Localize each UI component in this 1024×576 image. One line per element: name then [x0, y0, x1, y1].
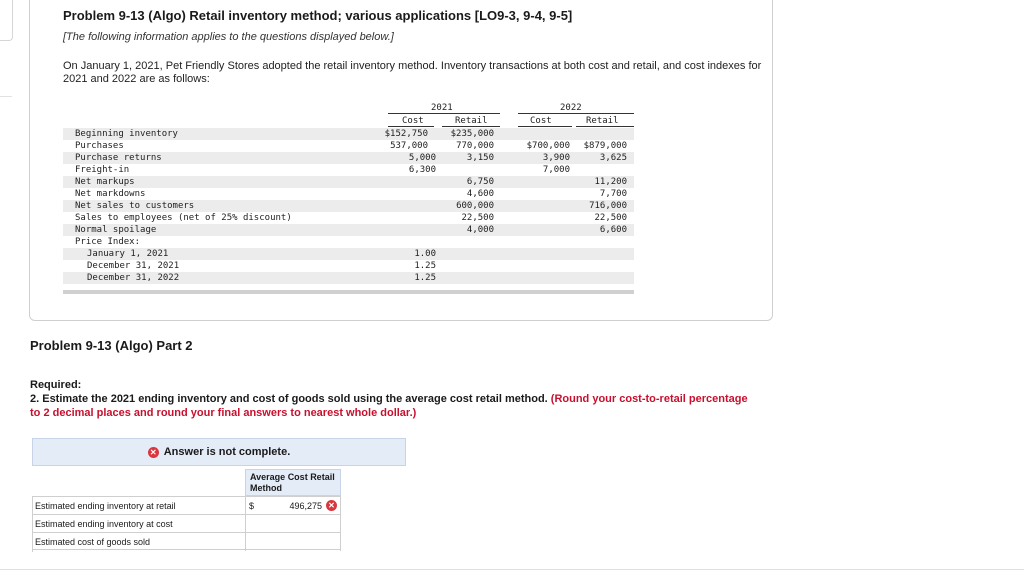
answer-status-text: Answer is not complete.: [163, 446, 291, 458]
row-label: Net markdowns: [75, 189, 146, 199]
row-stripe: [63, 176, 634, 188]
retail-2021-value: $235,000: [450, 129, 494, 139]
retail-2021-value: 4,000: [466, 225, 494, 235]
retail-2021-value: 4,600: [466, 189, 494, 199]
header-rule: [388, 126, 434, 127]
row-label: December 31, 2021: [87, 261, 180, 271]
row-label: Estimated ending inventory at retail: [35, 501, 176, 511]
price-index-value: 1.25: [414, 261, 436, 271]
cost-2022-value: $700,000: [526, 141, 570, 151]
row-label: January 1, 2021: [87, 249, 169, 259]
header-rule: [518, 113, 634, 114]
cost-2022-value: 3,900: [542, 153, 570, 163]
problem-title: Problem 9-13 (Algo) Retail inventory method; various applications [LO9-3, 9-4, 9-5]: [63, 8, 573, 23]
error-icon: ✕: [148, 447, 159, 458]
row-label: Estimated ending inventory at cost: [35, 519, 173, 529]
year-2022-header: 2022: [560, 103, 582, 113]
row-label: Price Index:: [75, 237, 141, 247]
row-label: Freight-in: [75, 165, 130, 175]
retail-2022-value: 6,600: [599, 225, 627, 235]
row-label: Purchase returns: [75, 153, 162, 163]
required-section: [30, 378, 750, 420]
retail-2022-value: 7,700: [599, 189, 627, 199]
header-rule: [442, 126, 500, 127]
cost-2021-value: 5,000: [408, 153, 436, 163]
divider: [0, 96, 12, 97]
answer-status-banner: [32, 438, 406, 466]
retail-2022-value: 716,000: [589, 201, 627, 211]
row-label: December 31, 2022: [87, 273, 180, 283]
row-label: Purchases: [75, 141, 124, 151]
row-label: Net markups: [75, 177, 135, 187]
cost-2021-header: Cost: [402, 116, 424, 126]
page-divider: [0, 569, 1024, 570]
incorrect-icon: ✕: [326, 500, 337, 511]
row-label: Estimated cost of goods sold: [35, 537, 151, 547]
rounding-note: (Round your cost-to-retail percentage to 2 decimal places and round your final answers to nearest whole dollar.): [30, 393, 748, 419]
header-rule: [576, 126, 634, 127]
currency-symbol: $: [249, 501, 255, 511]
retail-2022-value: 3,625: [599, 153, 627, 163]
answer-value: 496,275: [289, 501, 322, 511]
problem-subtitle: [The following information applies to the questions displayed below.]: [63, 31, 394, 43]
header-rule: [388, 113, 500, 114]
cost-2022-value: 7,000: [542, 165, 570, 175]
retail-2022-value: 11,200: [594, 177, 627, 187]
price-index-value: 1.25: [414, 273, 436, 283]
side-panel-edge: [0, 0, 13, 41]
table-row: [32, 532, 341, 550]
inventory-data-table: [63, 101, 634, 294]
retail-2021-value: 600,000: [456, 201, 494, 211]
cost-2021-value: $152,750: [384, 129, 428, 139]
retail-2021-header: Retail: [455, 116, 488, 126]
retail-2021-value: 3,150: [466, 153, 494, 163]
cost-of-goods-sold-input[interactable]: [245, 533, 341, 551]
table-row: [32, 496, 341, 514]
retail-2022-header: Retail: [586, 116, 619, 126]
required-text: [30, 392, 750, 420]
row-label: Beginning inventory: [75, 129, 178, 139]
column-header: Average Cost Retail Method: [245, 469, 341, 496]
cost-2022-header: Cost: [530, 116, 552, 126]
row-label: Normal spoilage: [75, 225, 157, 235]
header-rule: [518, 126, 572, 127]
price-index-value: 1.00: [414, 249, 436, 259]
row-label: Net sales to customers: [75, 201, 195, 211]
row-label: Sales to employees (net of 25% discount): [75, 213, 292, 223]
retail-2021-value: 22,500: [461, 213, 494, 223]
required-instruction: 2. Estimate the 2021 ending inventory and cost of goods sold using the average cost retail method.: [30, 393, 548, 405]
retail-2021-value: 770,000: [456, 141, 494, 151]
ending-inventory-cost-input[interactable]: [245, 515, 341, 533]
retail-2022-value: $879,000: [583, 141, 627, 151]
ending-inventory-retail-input[interactable]: [245, 497, 341, 515]
cost-2021-value: 537,000: [390, 141, 428, 151]
required-label: Required:: [30, 379, 82, 391]
table-row: [32, 514, 341, 532]
year-2021-header: 2021: [431, 103, 453, 113]
table-bottom-bar: [63, 290, 634, 294]
cost-2021-value: 6,300: [408, 165, 436, 175]
problem-intro: On January 1, 2021, Pet Friendly Stores adopted the retail inventory method. Inventory transactions at both cost and retail, and cost indexes for 2021 and 2022 are as follows:: [63, 60, 762, 85]
retail-2021-value: 6,750: [466, 177, 494, 187]
part-title: Problem 9-13 (Algo) Part 2: [30, 338, 193, 353]
retail-2022-value: 22,500: [594, 213, 627, 223]
